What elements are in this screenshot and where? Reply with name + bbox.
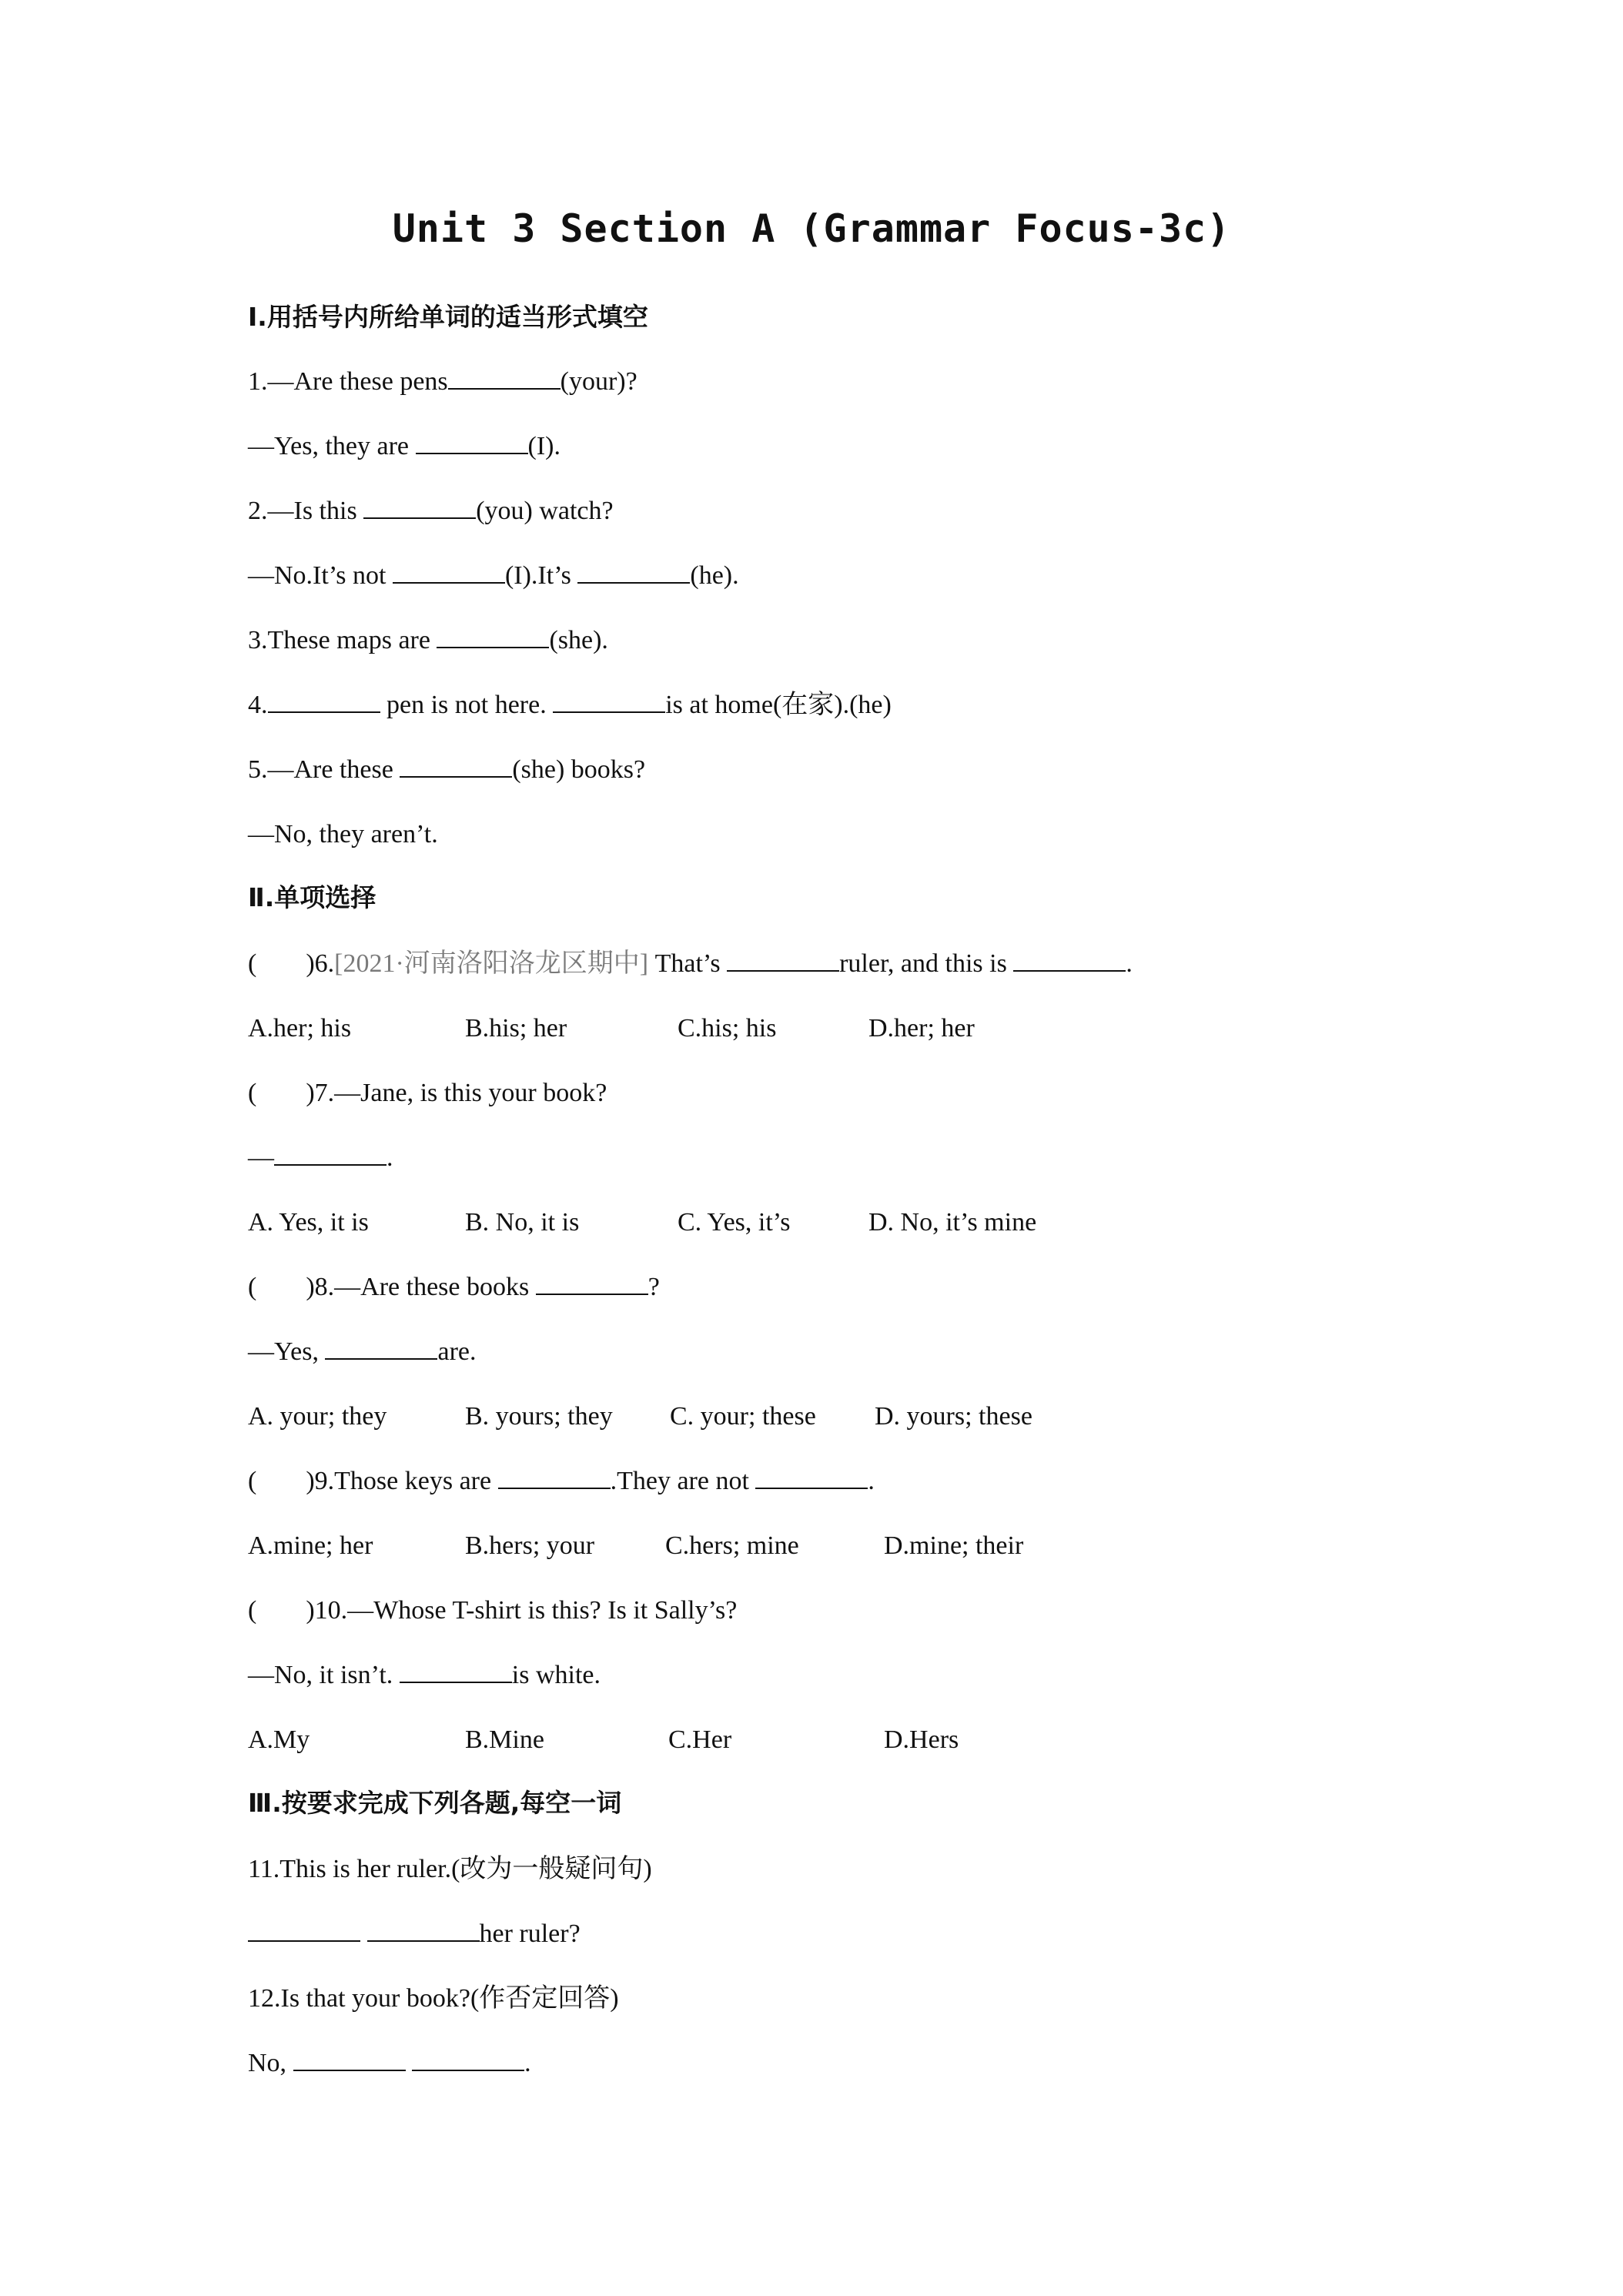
answer-blank[interactable] bbox=[393, 561, 505, 584]
text: 3.These maps are bbox=[248, 626, 437, 654]
answer-blank[interactable] bbox=[293, 2048, 406, 2071]
answer-paren: ( bbox=[248, 1273, 257, 1301]
answer-blank[interactable] bbox=[363, 496, 476, 519]
text: ruler, and this is bbox=[839, 949, 1014, 978]
question-10-response bbox=[248, 1660, 601, 1691]
text: (she). bbox=[549, 626, 608, 654]
text: )8. bbox=[306, 1273, 335, 1301]
text: . bbox=[524, 2049, 531, 2077]
answer-blank[interactable] bbox=[1013, 949, 1126, 972]
answer-blank[interactable] bbox=[274, 1143, 387, 1166]
option-b: B.his; her bbox=[465, 1014, 567, 1043]
section-3-heading: Ⅲ.按要求完成下列各题,每空一词 bbox=[248, 1788, 622, 1818]
text: That’s bbox=[648, 949, 728, 978]
question-8 bbox=[248, 1272, 660, 1303]
text: — bbox=[248, 1143, 274, 1172]
text: . bbox=[387, 1143, 393, 1172]
answer-blank[interactable] bbox=[437, 625, 549, 648]
text: —Are these books bbox=[334, 1273, 536, 1301]
option-c: C. Yes, it’s bbox=[678, 1208, 791, 1237]
text: (she) books? bbox=[512, 755, 646, 784]
text: pen is not here. bbox=[380, 691, 554, 719]
text: 2.—Is this bbox=[248, 497, 364, 525]
text: ? bbox=[648, 1273, 660, 1301]
option-c: C. your; these bbox=[670, 1402, 816, 1431]
answer-blank[interactable] bbox=[325, 1337, 437, 1360]
answer-blank[interactable] bbox=[553, 690, 665, 713]
question-5-response: —No, they aren’t. bbox=[248, 820, 438, 848]
question-12-answer bbox=[248, 2048, 531, 2079]
question-3 bbox=[248, 625, 608, 656]
question-11: 11.This is her ruler.(改为一般疑问句) bbox=[248, 1855, 652, 1883]
text: is white. bbox=[511, 1661, 601, 1689]
question-1-prompt bbox=[248, 366, 637, 397]
option-b: B.Mine bbox=[465, 1725, 544, 1754]
text: (your)? bbox=[560, 367, 637, 396]
answer-paren: ( bbox=[248, 1467, 257, 1495]
option-b: B. No, it is bbox=[465, 1208, 580, 1237]
text: 1.—Are these pens bbox=[248, 367, 448, 396]
text: )9. bbox=[306, 1467, 335, 1495]
question-5-prompt bbox=[248, 755, 645, 785]
text: —Jane, is this your book? bbox=[334, 1079, 607, 1107]
text: her ruler? bbox=[479, 1919, 581, 1948]
answer-blank[interactable] bbox=[577, 561, 690, 584]
question-2-response bbox=[248, 561, 739, 591]
answer-paren: ( bbox=[248, 1596, 257, 1625]
option-a: A. your; they bbox=[248, 1402, 387, 1431]
answer-blank[interactable] bbox=[416, 431, 528, 454]
text: 4. bbox=[248, 691, 268, 719]
section-1-heading: Ⅰ.用括号内所给单词的适当形式填空 bbox=[248, 302, 648, 332]
question-1-response bbox=[248, 431, 561, 462]
text: )7. bbox=[306, 1079, 335, 1107]
answer-blank[interactable] bbox=[536, 1272, 648, 1295]
question-7 bbox=[248, 1078, 607, 1109]
text: is at home(在家).(he) bbox=[665, 691, 892, 719]
answer-blank[interactable] bbox=[498, 1466, 611, 1489]
question-9 bbox=[248, 1466, 875, 1497]
answer-blank[interactable] bbox=[248, 1919, 360, 1942]
text: (he). bbox=[690, 561, 739, 590]
answer-blank[interactable] bbox=[727, 949, 839, 972]
text: )10. bbox=[306, 1596, 348, 1625]
question-11-answer bbox=[248, 1919, 581, 1950]
answer-blank[interactable] bbox=[412, 2048, 524, 2071]
text: Those keys are bbox=[334, 1467, 498, 1495]
text: (I). bbox=[527, 432, 561, 460]
text: are. bbox=[437, 1337, 477, 1366]
option-a: A.her; his bbox=[248, 1014, 352, 1043]
question-source: [2021·河南洛阳洛龙区期中] bbox=[334, 949, 649, 978]
question-8-response bbox=[248, 1337, 477, 1367]
text: —Yes, bbox=[248, 1337, 326, 1366]
answer-blank[interactable] bbox=[268, 690, 380, 713]
option-d: D.Hers bbox=[884, 1725, 959, 1754]
text: (you) watch? bbox=[476, 497, 614, 525]
question-4 bbox=[248, 690, 892, 721]
option-a: A.My bbox=[248, 1725, 310, 1754]
question-6 bbox=[248, 949, 1133, 979]
answer-blank[interactable] bbox=[400, 755, 512, 778]
answer-blank[interactable] bbox=[448, 366, 561, 390]
question-7-response bbox=[248, 1143, 393, 1173]
text: —No, it isn’t. bbox=[248, 1661, 400, 1689]
answer-paren: ( bbox=[248, 1079, 257, 1107]
text: —No.It’s not bbox=[248, 561, 393, 590]
option-b: B.hers; your bbox=[465, 1531, 595, 1560]
text: . bbox=[1126, 949, 1133, 978]
option-b: B. yours; they bbox=[465, 1402, 613, 1431]
option-c: C.Her bbox=[668, 1725, 732, 1754]
option-d: D. yours; these bbox=[875, 1402, 1032, 1431]
option-d: D.her; her bbox=[868, 1014, 975, 1043]
answer-blank[interactable] bbox=[755, 1466, 868, 1489]
text: )6. bbox=[306, 949, 335, 978]
question-12: 12.Is that your book?(作否定回答) bbox=[248, 1984, 619, 2013]
option-a: A.mine; her bbox=[248, 1531, 373, 1560]
option-d: D.mine; their bbox=[884, 1531, 1024, 1560]
option-c: C.hers; mine bbox=[665, 1531, 799, 1560]
page-title: Unit 3 Section A (Grammar Focus-3c) bbox=[392, 206, 1231, 251]
question-10 bbox=[248, 1595, 737, 1626]
text: —Whose T-shirt is this? Is it Sally’s? bbox=[347, 1596, 738, 1625]
text: .They are not bbox=[610, 1467, 756, 1495]
section-2-heading: Ⅱ.单项选择 bbox=[248, 882, 376, 912]
answer-blank[interactable] bbox=[367, 1919, 480, 1942]
question-2-prompt bbox=[248, 496, 614, 527]
text: . bbox=[868, 1467, 875, 1495]
text: (I).It’s bbox=[504, 561, 578, 590]
text: 5.—Are these bbox=[248, 755, 400, 784]
answer-blank[interactable] bbox=[400, 1660, 512, 1683]
answer-paren: ( bbox=[248, 949, 257, 978]
text: —Yes, they are bbox=[248, 432, 416, 460]
text: No, bbox=[248, 2049, 293, 2077]
option-a: A. Yes, it is bbox=[248, 1208, 369, 1237]
option-c: C.his; his bbox=[678, 1014, 777, 1043]
option-d: D. No, it’s mine bbox=[868, 1208, 1037, 1237]
